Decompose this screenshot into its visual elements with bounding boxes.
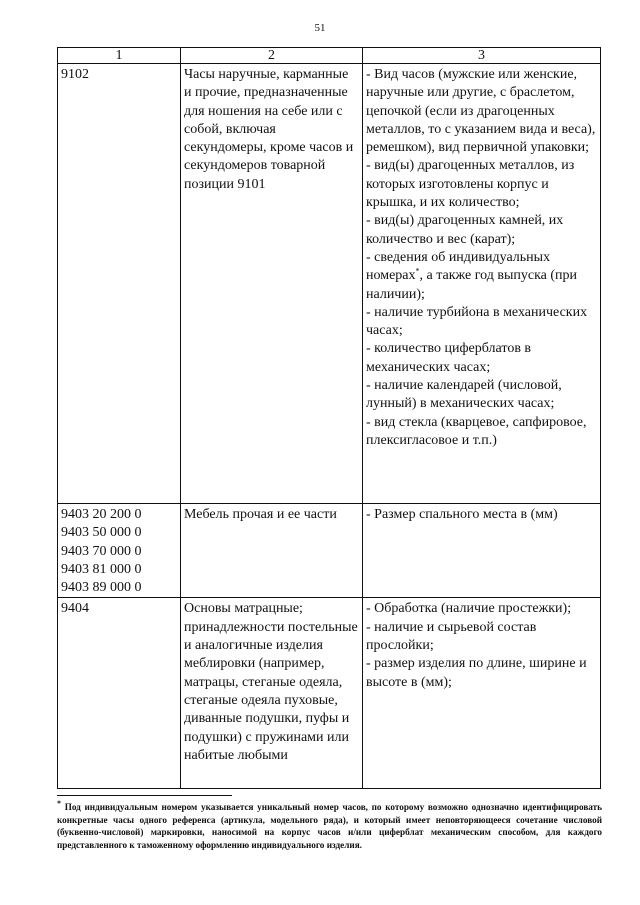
footnote-ref: * <box>415 266 420 276</box>
code-value: 9403 89 000 0 <box>61 580 142 596</box>
code-cell <box>58 504 181 598</box>
footnote-divider <box>57 795 232 796</box>
feature-item-with-footnote <box>366 249 597 304</box>
features-cell <box>363 64 601 504</box>
description-cell: Часы наручные, карманные и прочие, предназначенные для ношения на себе или с собой, включая секундомеры, кроме часов и секундомеров товарной позиции 9101 <box>181 64 363 504</box>
footnote-text: Под индивидуальным номером указывается уникальный номер часов, по которому возможно однозначно идентифицировать конкретные часы одного референса (артикула, модельного ряда), и который имеет неповторяющееся сочетание числовой (буквенно-числовой) маркировки, наносимой на корпус часов и/или циферблат механическим способом, для каждого представленного к таможенному оформлению индивидуального изделия. <box>57 802 603 851</box>
page-number: 51 <box>314 22 326 34</box>
column-header-3: 3 <box>363 48 601 64</box>
feature-text-rest: , а также год выпуска (при наличии); <box>366 268 578 302</box>
feature-item: - вид(ы) драгоценных металлов, из которых изготовлены корпус и крышка, и их количество; <box>366 158 575 211</box>
description-cell: Мебель прочая и ее части <box>181 504 363 598</box>
feature-item: - Обработка (наличие простежки); <box>366 601 572 617</box>
table-row <box>58 598 601 789</box>
column-header-2: 2 <box>181 48 363 64</box>
feature-item: - наличие турбийона в механических часах; <box>366 304 588 339</box>
code-value: 9403 50 000 0 <box>61 525 142 541</box>
feature-item: - вид стекла (кварцевое, сапфировое, плексигласовое и т.п.) <box>366 414 587 448</box>
customs-goods-table <box>57 47 601 789</box>
features-cell <box>363 598 601 789</box>
table-row <box>58 64 601 504</box>
code-value: 9403 20 200 0 <box>61 507 142 522</box>
description-cell: Основы матрацные; принадлежности постельные и аналогичные изделия меблировки (например, матрацы, стеганые одеяла, стеганые одеяла пуховые, диванные подушки, пуфы и подушки) с пружинами или набитые любыми <box>181 598 363 789</box>
code-value: 9403 70 000 0 <box>61 543 142 559</box>
footnote <box>57 798 603 852</box>
footnote-marker: * <box>57 798 61 808</box>
code-cell <box>58 64 181 504</box>
feature-item: - количество циферблатов в механических часах; <box>366 341 532 375</box>
column-header-1: 1 <box>58 48 181 64</box>
feature-text: - сведения об индивидуальных номерах <box>366 249 551 284</box>
code-cell <box>58 598 181 789</box>
table-header-row <box>58 48 601 64</box>
code-value: 9404 <box>61 601 89 617</box>
features-cell <box>363 504 601 598</box>
feature-item: - Вид часов (мужские или женские, наручные или другие, с браслетом, цепочкой (если из драгоценных металлов, то с указанием вида и веса), ремешком), вид первичной упаковки; <box>366 67 596 156</box>
feature-item: - вид(ы) драгоценных камней, их количество и вес (карат); <box>366 213 564 247</box>
feature-item: - наличие календарей (числовой, лунный) в механических часах; <box>366 378 562 412</box>
feature-item: - наличие и сырьевой состав прослойки; <box>366 619 537 654</box>
code-value: 9102 <box>61 67 89 82</box>
code-value: 9403 81 000 0 <box>61 561 142 577</box>
feature-item: - Размер спального места в (мм) <box>366 507 558 522</box>
feature-item: - размер изделия по длине, ширине и высоте в (мм); <box>366 656 587 690</box>
table-row <box>58 504 601 598</box>
